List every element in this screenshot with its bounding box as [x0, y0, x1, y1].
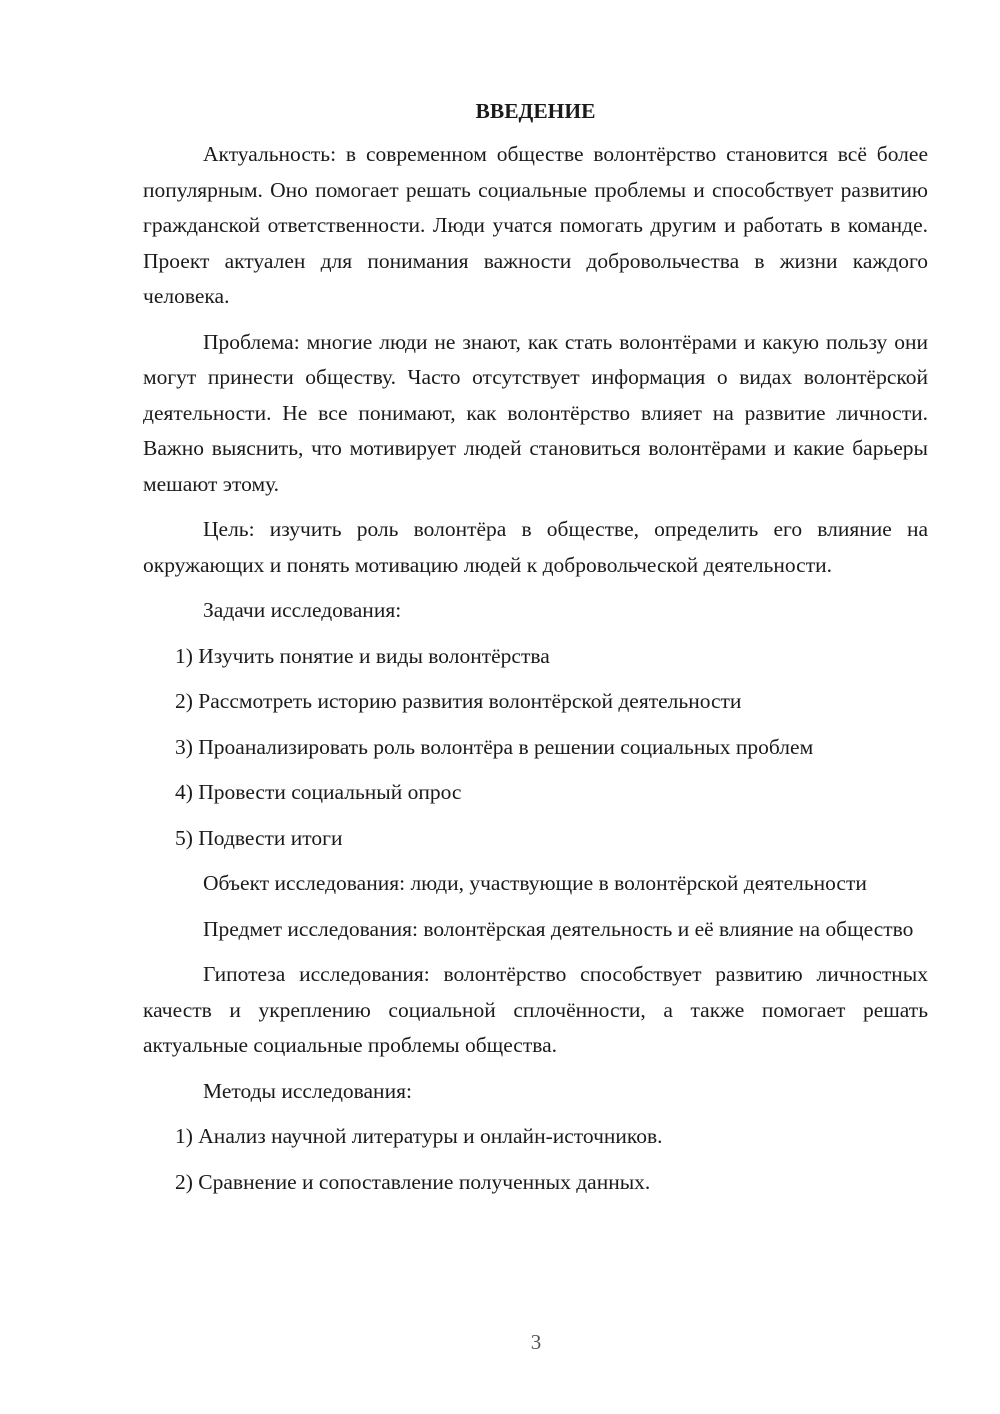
problem-paragraph: Проблема: многие люди не знают, как стать волонтёрами и какую пользу они могут принести обществу. Часто отсутствует информация о видах волонтёрской деятельности. Не все понимают, как волонтёрство влияет на развитие личности. Важно выяснить, что мотивирует людей становиться волонтёрами и какие барьеры мешают этому.: [143, 329, 928, 496]
list-item: 1) Анализ научной литературы и онлайн-источников.: [175, 1124, 663, 1148]
methods-heading: Методы исследования:: [203, 1078, 412, 1103]
object-paragraph: Объект исследования: люди, участвующие в волонтёрской деятельности: [203, 871, 867, 895]
section-title: ВВЕДЕНИЕ: [475, 99, 596, 123]
page-number: 3: [530, 1330, 542, 1354]
subject-paragraph: Предмет исследования: волонтёрская деятельность и её влияние на общество: [203, 916, 914, 941]
relevance-paragraph: Актуальность: в современном обществе волонтёрство становится всё более популярным. Оно помогает решать социальные проблемы и способствует развитию гражданской ответственности. Люди учатся помогать другим и работать в команде. Проект актуален для понимания важности добровольчества в жизни каждого человека.: [143, 142, 928, 308]
goal-paragraph: Цель: изучить роль волонтёра в обществе, определить его влияние на окружающих и понять мотивацию людей к добровольческой деятельности.: [143, 517, 928, 577]
tasks-list: [143, 639, 928, 857]
list-item: 1) Изучить понятие и виды волонтёрства: [175, 643, 550, 668]
methods-list: [143, 1119, 928, 1200]
list-item: 5) Подвести итоги: [175, 825, 343, 850]
document-page: [143, 95, 928, 1210]
list-item: 2) Рассмотреть историю развития волонтёрской деятельности: [175, 689, 742, 713]
list-item: 3) Проанализировать роль волонтёра в решении социальных проблем: [175, 734, 814, 759]
hypothesis-paragraph: Гипотеза исследования: волонтёрство способствует развитию личностных качеств и укреплению социальной сплочённости, а также помогает решать актуальные социальные проблемы общества.: [143, 962, 928, 1057]
list-item: 4) Провести социальный опрос: [175, 780, 462, 804]
list-item: 2) Сравнение и сопоставление полученных данных.: [175, 1169, 651, 1194]
tasks-heading: Задачи исследования:: [203, 598, 402, 622]
